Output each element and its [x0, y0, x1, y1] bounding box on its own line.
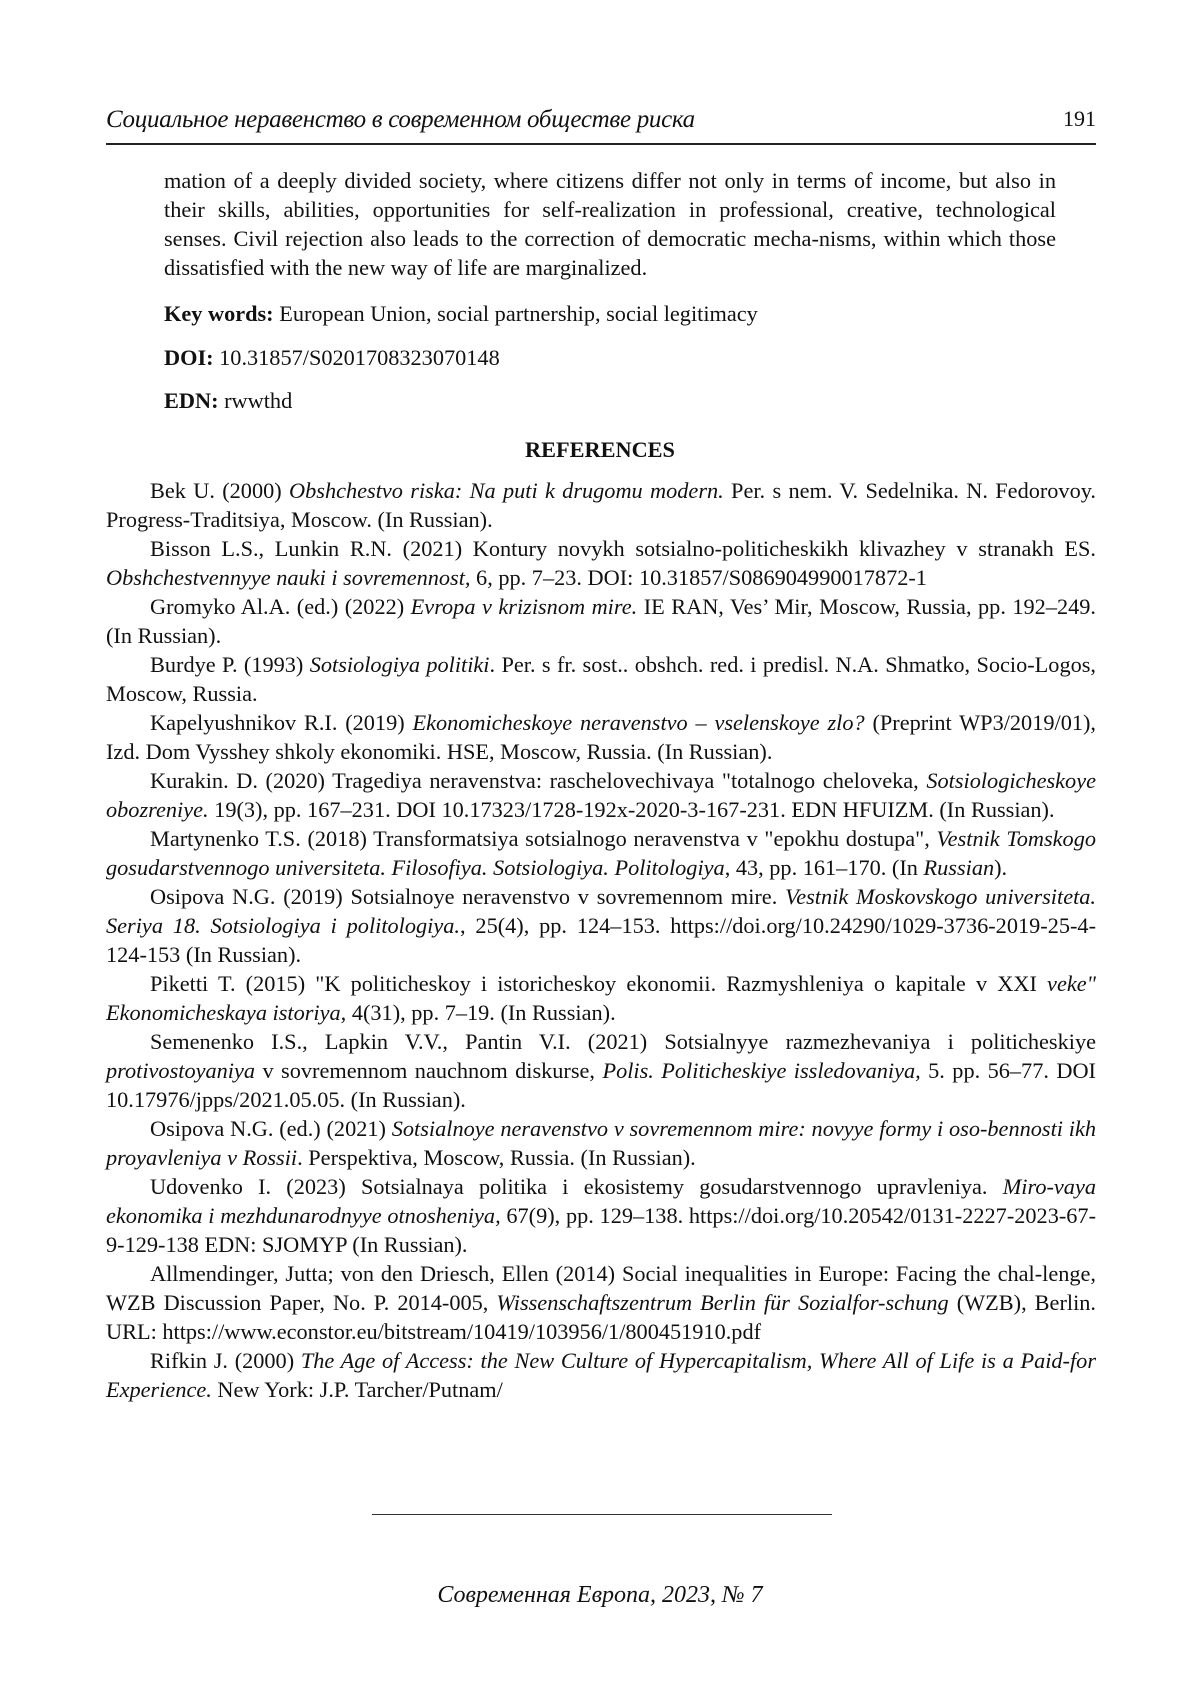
page-number: 191	[1063, 106, 1096, 131]
ref-text: Osipova N.G. (ed.) (2021)	[150, 1116, 392, 1141]
edn-value: rwwthd	[224, 388, 293, 413]
ref-italic: veke" Ekonomicheskaya istoriya,	[106, 971, 1096, 1025]
reference-item	[106, 1346, 1096, 1404]
reference-item	[106, 969, 1096, 1027]
reference-item	[106, 592, 1096, 650]
running-header-title: Социальное неравенство в современном обществе риска	[106, 106, 695, 133]
ref-text: (Preprint WP3/2019/01), Izd. Dom Vysshey shkoly ekonomiki. HSE, Moscow, Russia. (In Russian).	[106, 710, 1096, 764]
ref-text: Kapelyushnikov R.I. (2019)	[150, 710, 413, 735]
reference-item	[106, 882, 1096, 969]
ref-italic: Obshchestvennyye nauki i sovremennost,	[106, 565, 471, 590]
ref-text: 5. pp. 56–77. DOI 10.17976/jpps/2021.05.05. (In Russian).	[106, 1058, 1096, 1112]
ref-italic: Evropa v krizisnom mire.	[410, 594, 638, 619]
ref-text: Bisson L.S., Lunkin R.N. (2021) Kontury novykh sotsialno-politicheskikh klivazhey v stranakh ES.	[150, 536, 1096, 561]
doi-line	[164, 343, 500, 372]
ref-text: Burdye P. (1993)	[150, 652, 310, 677]
ref-text: 19(3), pp. 167–231. DOI 10.17323/1728-192x-2020-3-167-231. EDN HFUIZM. (In Russian).	[208, 797, 1055, 822]
ref-text: Udovenko I. (2023) Sotsialnaya politika i ekosistemy gosudarstvennogo upravleniya.	[150, 1174, 1003, 1199]
ref-text: 6, pp. 7–23. DOI: 10.31857/S086904990017872-1	[470, 565, 927, 590]
ref-italic: Polis. Politicheskiye issledovaniya,	[602, 1058, 921, 1083]
ref-italic: Ekonomicheskoye neravenstvo – vselenskoye zlo?	[412, 710, 865, 735]
ref-text: 67(9), pp. 129–138. https://doi.org/10.20542/0131-2227-2023-67-9-129-138 EDN: SJOMYP (In Russian).	[106, 1203, 1096, 1257]
ref-text: . Perspektiva, Moscow, Russia. (In Russian).	[297, 1145, 696, 1170]
ref-text: v sovremennom nauchnom diskurse,	[255, 1058, 603, 1083]
reference-item	[106, 1027, 1096, 1114]
ref-italic: Vestnik Moskovskogo universiteta. Seriya 18. Sotsiologiya i politologiya.	[106, 884, 1097, 938]
ref-italic: Sotsiologiya politiki	[309, 652, 490, 677]
journal-footer: Современная Европа, 2023, № 7	[437, 1582, 763, 1608]
ref-italic: Wissenschaftszentrum Berlin für Sozialfor-schung	[496, 1290, 949, 1315]
reference-item	[106, 708, 1096, 766]
doi-value: 10.31857/S0201708323070148	[219, 345, 500, 370]
reference-item	[106, 766, 1096, 824]
ref-text: IE RAN, Ves’ Mir, Moscow, Russia, pp. 192–249. (In Russian).	[106, 594, 1096, 648]
ref-italic: Russian	[923, 855, 995, 880]
ref-text: Osipova N.G. (2019) Sotsialnoye neravenstvo v sovremennom mire.	[150, 884, 786, 909]
ref-text: Gromyko Al.A. (ed.) (2022)	[150, 594, 411, 619]
ref-text: Allmendinger, Jutta; von den Driesch, Ellen (2014) Social inequalities in Europe: Facing the chal-lenge, WZB Discussion Paper, No. P. 2014-005,	[106, 1261, 1096, 1315]
ref-text: Martynenko T.S. (2018) Transformatsiya sotsialnogo neravenstva v "epokhu dostupa",	[150, 826, 937, 851]
ref-text: . Per. s fr. sost.. obshch. red. i predisl. N.A. Shmatko, Socio-Logos, Moscow, Russia.	[106, 652, 1096, 706]
ref-text: Kurakin. D. (2020) Tragediya neravenstva: raschelovechivaya "totalnogo cheloveka,	[150, 768, 927, 793]
edn-label: EDN:	[164, 388, 219, 413]
abstract-text: mation of a deeply divided society, where citizens differ not only in terms of income, but also in their skills, abilities, opportunities for self-realization in professional, creative, technological senses. Civil rejection also leads to the correction of democratic mecha-nisms, within which those dissatisfied with the new way of life are marginalized.	[164, 168, 1056, 280]
ref-text: , 43, pp. 161–170. (In	[724, 855, 924, 880]
reference-item	[106, 824, 1096, 882]
edn-line	[164, 386, 292, 415]
ref-italic: Sotsiologicheskoye obozreniye.	[106, 768, 1096, 822]
ref-italic: Vestnik Tomskogo gosudarstvennogo universiteta. Filosofiya. Sotsiologiya. Politologiya	[106, 826, 1096, 880]
reference-item	[106, 1114, 1096, 1172]
ref-text: , 25(4), pp. 124–153. https://doi.org/10.24290/1029-3736-2019-25-4-124-153 (In Russian).	[106, 913, 1096, 967]
reference-item	[106, 476, 1096, 534]
abstract-continuation	[164, 166, 1056, 282]
keywords-label: Key words:	[164, 301, 274, 326]
ref-italic: Miro-vaya ekonomika i mezhdunarodnyye otnosheniya,	[106, 1174, 1096, 1228]
ref-text: (WZB), Berlin. URL: https://www.econstor.eu/bitstream/10419/103956/1/800451910.pdf	[106, 1290, 1096, 1344]
reference-item	[106, 534, 1096, 592]
ref-text: Bek U. (2000)	[150, 478, 290, 503]
ref-italic: protivostoyaniya	[106, 1058, 256, 1083]
ref-italic: The Age of Access: the New Culture of Hypercapitalism, Where All of Life is a Paid-for Experience.	[106, 1348, 1097, 1402]
reference-item	[106, 1259, 1096, 1346]
references-list	[106, 476, 1096, 1404]
ref-italic: Obshchestvo riska: Na puti k drugomu modern.	[289, 478, 724, 503]
reference-item	[106, 650, 1096, 708]
doi-label: DOI:	[164, 345, 214, 370]
ref-text: New York: J.P. Tarcher/Putnam/	[211, 1377, 503, 1402]
ref-italic: Sotsialnoye neravenstvo v sovremennom mire: novyye formy i oso-bennosti ikh proyavleniya v Rossii	[106, 1116, 1096, 1170]
ref-text: ).	[994, 855, 1008, 880]
keywords-value: European Union, social partnership, social legitimacy	[279, 301, 758, 326]
keywords-line	[164, 299, 758, 328]
footnote-divider	[372, 1514, 832, 1515]
ref-text: Semenenko I.S., Lapkin V.V., Pantin V.I. (2021) Sotsialnyye razmezhevaniya i politicheskiye	[150, 1029, 1096, 1054]
running-header	[106, 103, 1096, 145]
ref-text: Rifkin J. (2000)	[150, 1348, 301, 1373]
references-heading: REFERENCES	[525, 437, 675, 462]
ref-text: 4(31), pp. 7–19. (In Russian).	[346, 1000, 616, 1025]
ref-text: Piketti T. (2015) "K politicheskoy i istoricheskoy ekonomii. Razmyshleniya o kapitale v XXI	[150, 971, 1048, 996]
ref-text: Per. s nem. V. Sedelnika. N. Fedorovoy. Progress-Traditsiya, Moscow. (In Russian).	[106, 478, 1097, 532]
reference-item	[106, 1172, 1096, 1259]
